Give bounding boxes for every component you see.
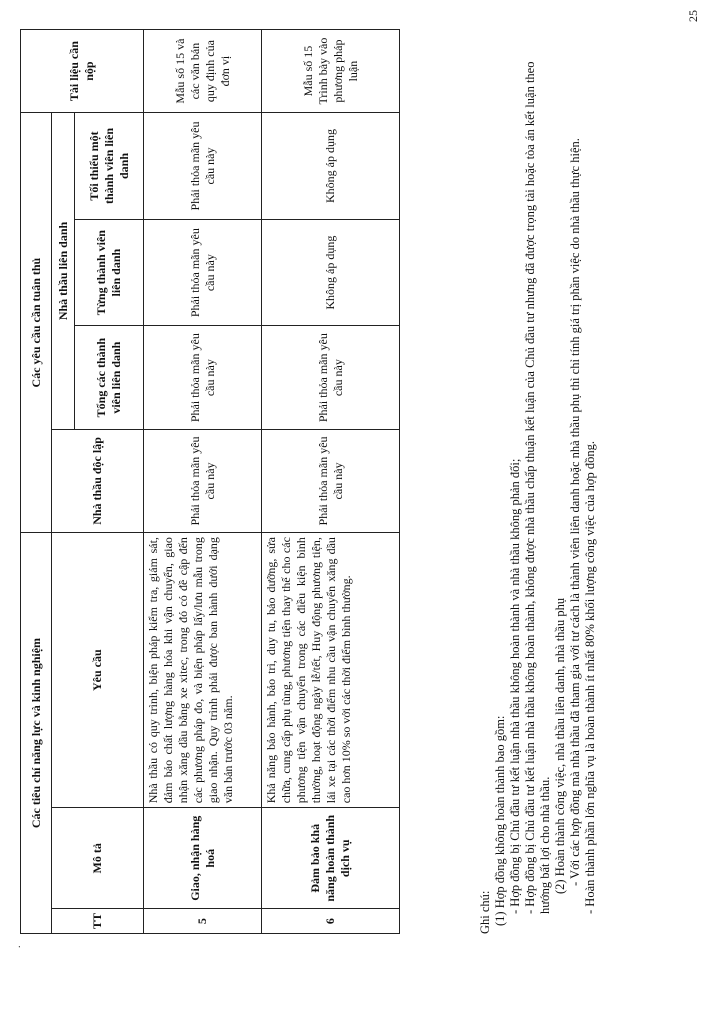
note-1a: - Hợp đồng bị Chủ đầu tư kết luận nhà thầu không hoàn thành và nhà thầu không phản đối; xyxy=(508,458,522,914)
notes-heading: Ghi chú: xyxy=(478,890,492,934)
row-description: Giao, nhận hàng hoá xyxy=(144,808,262,909)
note-2a: - Với các hợp đồng mà nhà thầu đã tham gia với tư cách là thành viên liên danh hoặc nhà thầu phụ thì chỉ tính giá trị phần việc do nhà thầu thực hiện. xyxy=(568,138,582,886)
row-jv-min-one: Phải thỏa mãn yêu cầu này xyxy=(144,113,262,220)
table-row xyxy=(144,30,262,934)
header-requirements: Các yêu cầu cần tuân thủ xyxy=(21,113,52,533)
note-1b: - Hợp đồng bị Chủ đầu tư kết luận nhà thầu không hoàn thành, không được nhà thầu chấp thuận kết luận của Chủ đầu tư nhưng đã được trọng tài hoặc tòa án kết luận theo hướng bất lợi cho nhà thầu. xyxy=(523,61,552,914)
header-joint-venture: Nhà thầu liên danh xyxy=(52,113,75,430)
header-jv-min-one: Tối thiểu một thành viên liên danh xyxy=(75,113,144,220)
page-number: 25 xyxy=(686,10,700,22)
header-tt: TT xyxy=(52,909,144,934)
requirements-table xyxy=(20,29,400,934)
row-jv-each: Phải thỏa mãn yêu cầu này xyxy=(144,219,262,326)
row-jv-min-one: Không áp dụng xyxy=(262,113,400,220)
header-description: Mô tả xyxy=(52,808,144,909)
row-documents: Mẫu số 15 và các văn bản quy định của đơn vị xyxy=(144,30,262,113)
row-number: 6 xyxy=(262,909,400,934)
speck-mark: . xyxy=(12,945,23,948)
table-row xyxy=(262,30,400,934)
row-jv-each: Không áp dụng xyxy=(262,219,400,326)
row-documents: Mẫu số 15 Trình bày vào phương pháp luận xyxy=(262,30,400,113)
row-independent: Phải thỏa mãn yêu cầu này xyxy=(262,429,400,532)
header-row-2 xyxy=(52,30,75,934)
row-independent: Phải thỏa mãn yêu cầu này xyxy=(144,429,262,532)
header-independent: Nhà thầu độc lập xyxy=(52,429,144,532)
row-number: 5 xyxy=(144,909,262,934)
row-jv-total: Phải thỏa mãn yêu cầu này xyxy=(262,326,400,429)
note-2b: - Hoàn thành phần lớn nghĩa vụ là hoàn thành ít nhất 80% khối lượng công việc của hợp đồng. xyxy=(583,440,597,914)
header-row-1 xyxy=(21,30,52,934)
header-jv-each: Từng thành viên liên danh xyxy=(75,219,144,326)
row-description: Đảm bảo khả năng hoàn thành dịch vụ xyxy=(262,808,400,909)
row-requirement: Khả năng bảo hành, bảo trì, duy tu, bảo dưỡng, sửa chữa, cung cấp phụ tùng, phương tiện thay thế cho các phương tiện vận chuyển trong các điều kiện bình thường, hoạt động ngày lễ/tết, Huy động phương tiện, lái xe tại các thời điểm nhu cầu vận chuyển xăng dầu cao hơn 10% so với các thời điểm bình thường. xyxy=(262,533,400,808)
header-criteria: Các tiêu chí năng lực và kinh nghiệm xyxy=(21,533,52,934)
row-jv-total: Phải thỏa mãn yêu cầu này xyxy=(144,326,262,429)
note-1: (1) Hợp đồng không hoàn thành bao gồm: xyxy=(493,715,507,926)
notes-section xyxy=(478,29,598,934)
header-requirement: Yêu cầu xyxy=(52,533,144,808)
note-2: (2) Hoàn thành công việc, nhà thầu liên danh, nhà thầu phụ xyxy=(553,597,567,894)
header-documents: Tài liệu cần nộp xyxy=(21,30,144,113)
row-requirement: Nhà thầu có quy trình, biện pháp kiểm tra, giám sát, đảm bảo chất lượng hàng hóa khi vận chuyển, giao nhận xăng dầu bằng xe xitec, trong đó có đề cập đến các phương pháp đo, và biện pháp lấy/lưu mẫu trong giao nhận. Quy trình phải được ban hành dưới dạng văn bản trước 03 năm. xyxy=(144,533,262,808)
header-jv-total: Tổng các thành viên liên danh xyxy=(75,326,144,429)
